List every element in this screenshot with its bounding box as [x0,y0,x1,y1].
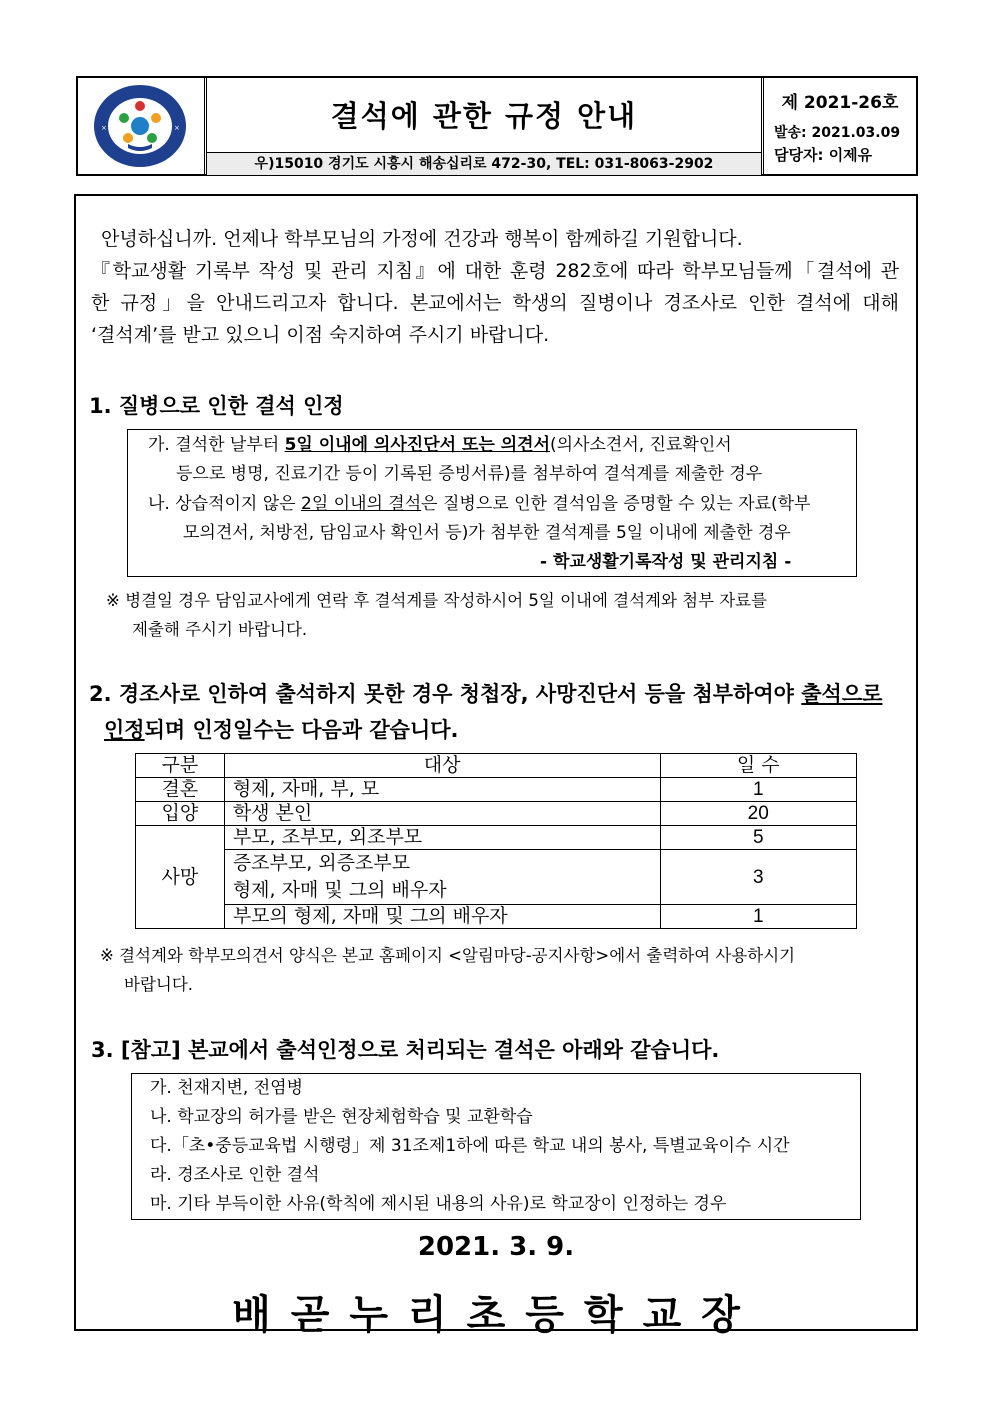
item-b-prefix: 나. 상습적이지 않은 [148,494,301,514]
list-item: 가. 천재지변, 전염병 [150,1078,303,1098]
section2-title-part1: 2. 경조사로 인하여 출석하지 못한 경우 청첩장, 사망진단서 등을 첨부하여야 [89,682,802,706]
list-item: 마. 기타 부득이한 사유(학칙에 제시된 내용의 사유)로 학교장이 인정하는 경우 [150,1194,727,1214]
intro-line-1: 안녕하십니까. 언제나 학부모님의 가정에 건강과 행복이 함께하길 기원합니다. [101,228,743,250]
list-item: 다.「초•중등교육법 시행령」제 31조제1하에 따른 학교 내의 봉사, 특별교육이수 시간 [150,1136,790,1156]
table-cell-days: 5 [660,826,857,850]
section1-item-b-line2: 모의견서, 처방전, 담임교사 확인서 등)가 첨부한 결석계를 5일 이내에 제출한 경우 [183,523,791,543]
table-cell-category: 사망 [136,826,225,929]
section1-note-line-1: ※ 병결일 경우 담임교사에게 연락 후 결석계를 작성하시어 5일 이내에 결석계와 첨부 자료를 [106,591,768,610]
svg-text:×: × [174,124,180,132]
section2-title-underlined2: 인정 [104,718,145,742]
school-emblem-icon [92,84,188,168]
section1-title: 1. 질병으로 인한 결석 인정 [89,394,344,418]
table-cell-target: 학생 본인 [224,802,660,826]
logo-cell [78,78,207,174]
table-cell-target: 부모의 형제, 자매 및 그의 배우자 [224,905,660,929]
contact-person: 담당자: 이제유 [774,146,873,164]
table-header-category: 구분 [136,754,225,778]
section2-title-underlined1: 출석으로 [801,682,883,706]
table-cell-target-line-2: 형제, 자매 및 그의 배우자 [232,879,447,901]
principal-signature: 배곧누리초등학교장 [232,1292,760,1338]
item-a-emphasis: 5일 이내에 의사진단서 또는 의견서 [284,435,550,455]
section1-note-line-2: 제출해 주시기 바랍니다. [132,620,308,639]
item-a-prefix: 가. 결석한 날부터 [148,435,285,455]
item-b-emphasis: 2일 이내의 결석 [301,494,422,514]
table-cell-target: 부모, 조부모, 외조부모 [224,826,660,850]
table-cell-days: 20 [660,802,857,826]
section1-source: - 학교생활기록작성 및 관리지침 - [540,552,792,572]
document-header [76,76,918,176]
table-header-row [136,754,857,778]
intro-line-2: 『학교생활 기록부 작성 및 관리 지침』에 대한 훈령 282호에 따라 학부모님들께「결석에 관 [91,260,899,282]
section2-note-line-1: ※ 결석계와 학부모의견서 양식은 본교 홈페이지 <알림마당-공지사항>에서 출력하여 사용하시기 [100,946,796,965]
table-row [136,778,857,802]
item-a-suffix: (의사소견서, 진료확인서 [550,435,732,455]
table-cell-days: 1 [660,905,857,929]
intro-line-3: 한 규정」을 안내드리고자 합니다. 본교에서는 학생의 질병이나 경조사로 인한 결석에 대해 [91,292,899,314]
section1-item-a [148,431,840,460]
absence-days-table [135,753,857,929]
section2-title-line-2 [104,714,459,744]
signing-date: 2021. 3. 9. [417,1232,575,1262]
table-cell-target [224,850,660,905]
document-number: 제 2021-26호 [781,93,899,113]
table-cell-days: 3 [660,850,857,905]
table-row [136,905,857,929]
section2-title-part2: 되며 인정일수는 다음과 같습니다. [144,718,459,742]
page-title: 결석에 관한 규정 안내 [330,99,638,133]
school-address: 우)15010 경기도 시흥시 해송십리로 472-30, TEL: 031-8063-2902 [207,152,761,175]
table-header-target: 대상 [224,754,660,778]
svg-text:×: × [101,124,107,132]
issue-date: 발송: 2021.03.09 [774,125,901,141]
table-row [136,850,857,905]
item-b-suffix: 은 질병으로 인한 결석임을 증명할 수 있는 자료(학부 [421,494,811,514]
section2-title-line-1 [89,678,882,708]
list-item: 라. 경조사로 인한 결석 [150,1165,320,1185]
table-row [136,826,857,850]
section1-item-b [148,490,810,519]
table-cell-category: 입양 [136,802,225,826]
intro-line-4: ‘결석계’를 받고 있으니 이점 숙지하여 주시기 바랍니다. [91,324,550,346]
section1-item-a-line2: 등으로 병명, 진료기간 등이 기록된 증빙서류)를 첨부하여 결석계를 제출한 경우 [176,464,763,484]
section2-note-line-2: 바랍니다. [124,975,194,994]
table-row [136,802,857,826]
table-cell-category: 결혼 [136,778,225,802]
list-item: 나. 학교장의 허가를 받은 현장체험학습 및 교환학습 [150,1107,533,1127]
table-cell-target: 형제, 자매, 부, 모 [224,778,660,802]
table-header-days: 일 수 [660,754,857,778]
meta-cell [764,78,916,174]
table-cell-target-line-1: 증조부모, 외증조부모 [232,852,411,874]
section3-title: 3. [참고] 본교에서 출석인정으로 처리되는 결석은 아래와 같습니다. [91,1038,720,1062]
table-cell-days: 1 [660,778,857,802]
title-cell [207,78,764,174]
